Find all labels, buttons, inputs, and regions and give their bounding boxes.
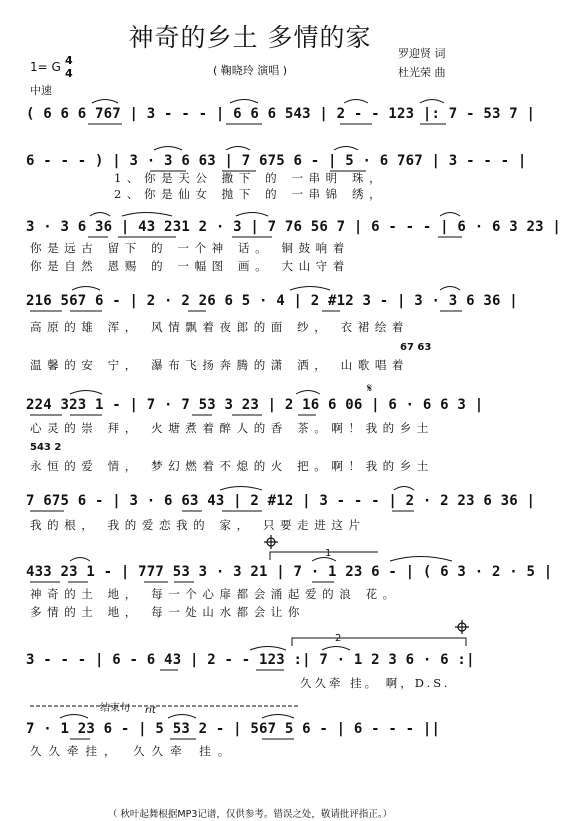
lyric-line-11: 多情的土 地， 每一处山水都会让你: [30, 605, 306, 619]
time-signature-top: 4: [65, 54, 73, 67]
key-signature: 1= G: [30, 60, 61, 74]
tempo-marking: 中速: [30, 84, 52, 97]
score-line-2: 6 - - - ) | 3 · 3 6 63 | 7 675 6 - | 5 · 6 767 | 3 - - - |: [26, 153, 527, 169]
lyricist-credit: 罗迎贤 词: [398, 47, 446, 60]
score-line-8: 3 - - - | 6 - 6 43 | 2 - - 123 :| 7 · 1 2 3 6 · 6 :|: [26, 652, 475, 668]
score-line-9: 7 · 1 23 6 - | 5 53 2 - | 567 5 6 - | 6 - - - ||: [26, 721, 441, 737]
ties-and-slurs: [60, 100, 460, 719]
score-line-7: 433 23 1 - | 777 53 3 · 3 21 | 7 · 1 23 6 - | ( 6 3 · 2 · 5 |: [26, 564, 553, 580]
lyric-line-6: 温馨的安 宁， 瀑布飞扬奔腾的潇 洒， 山歌唱着: [30, 358, 410, 372]
lyric-line-7: 心灵的崇 拜， 火塘煮着醉人的香 茶。啊！我的乡土: [30, 421, 434, 435]
lyric-line-13: 久久牵挂， 久久牵 挂。: [30, 744, 237, 758]
lyric-line-1: 1、你是天公 撒下 的 一串明 珠，: [114, 171, 387, 185]
singer-credit: ( 鞠晓玲 演唱 ): [212, 64, 288, 77]
composer-credit: 杜光荣 曲: [398, 66, 446, 79]
lyric-line-8: 永恒的爱 情， 梦幻燃着不熄的火 把。啊！我的乡土: [30, 459, 434, 473]
lyric-line-5: 高原的雄 浑， 风情飘着夜郎的面 纱， 衣裙绘着: [30, 320, 410, 334]
lyric-line-4: 你是自然 恩赐 的 一幅图 画。 大山守着: [30, 259, 350, 273]
volta-2-number: 2: [335, 633, 342, 644]
song-title: 神奇的乡土 多情的家: [128, 23, 372, 52]
lyric-line-12: 久久牵 挂。 啊，D.S.: [300, 676, 451, 690]
lyric-line-2: 2、你是仙女 抛下 的 一串锦 绣，: [114, 187, 387, 201]
score-line-5: 224 323 1 - | 7 · 7 53 3 23 | 2 16 6 06 | 6 · 6 6 3 |: [26, 397, 484, 413]
alt-notes-line4: 67 63: [400, 342, 432, 353]
segno-icon: 𝄋: [367, 381, 373, 395]
score-line-6: 7 675 6 - | 3 · 6 63 43 | 2 #12 | 3 - - - | 2 · 2 23 6 36 |: [26, 493, 536, 509]
lyric-line-9: 我的根， 我的爱恋我的 家， 只要走进这片: [30, 518, 366, 532]
lyric-line-10: 神奇的土 地， 每一个心扉都会涌起爱的浪 花。: [30, 587, 400, 601]
time-signature-bottom: 4: [65, 67, 73, 80]
lyric-line-3: 你是远古 留下 的 一个神 话。 铜鼓响着: [30, 241, 350, 255]
ending-label: 结束句: [100, 703, 130, 714]
volta-1-number: 1: [325, 548, 332, 559]
transcription-note: （ 秋叶起舞根据MP3记谱，仅供参考。错误之处，敬请批评指正。）: [107, 809, 393, 820]
score-line-3: 3 · 3 6 36 | 43 231 2 · 3 | 7 76 56 7 | 6 - - - | 6 · 6 3 23 |: [26, 219, 561, 235]
score-line-4: 216 567 6 - | 2 · 2 26 6 5 · 4 | 2 #12 3 - | 3 · 3 6 36 |: [26, 293, 518, 309]
coda-and-segno-signs: [264, 381, 469, 634]
score-line-1: ( 6 6 6 767 | 3 - - - | 6 6 6 543 | 2 - - 123 |: 7 - 53 7 |: [26, 106, 536, 122]
rit-marking: rit: [145, 705, 156, 716]
alt-notes-line5: 543 2: [30, 442, 62, 453]
volta-brackets: [30, 552, 466, 706]
rhythm-underlines: [30, 124, 462, 739]
